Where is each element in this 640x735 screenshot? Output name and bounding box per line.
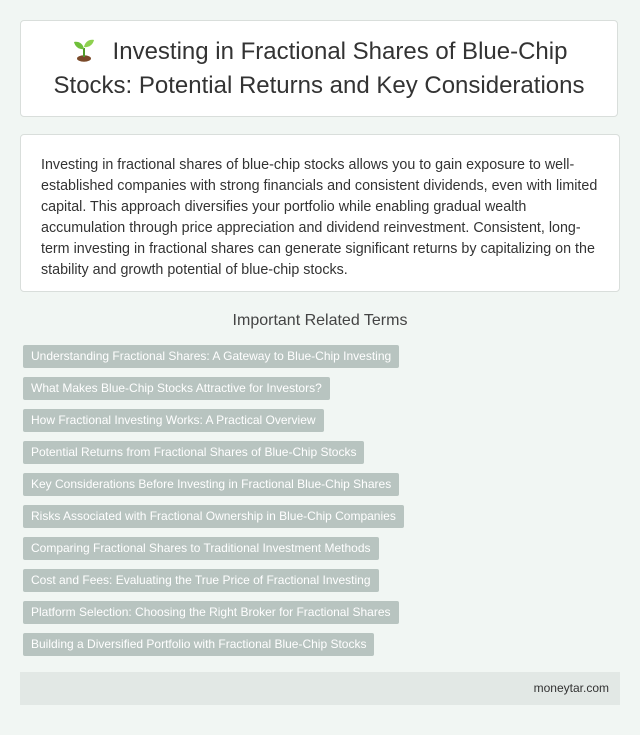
related-term-link[interactable]: Building a Diversified Portfolio with Fractional Blue-Chip Stocks [23,633,374,656]
footer [20,672,620,705]
related-term-link[interactable]: Risks Associated with Fractional Ownership in Blue-Chip Companies [23,505,404,528]
related-term-link[interactable]: Cost and Fees: Evaluating the True Price of Fractional Investing [23,569,379,592]
footer-site-name[interactable]: moneytar.com [533,681,609,695]
page-title [21,35,617,103]
related-term-link[interactable]: What Makes Blue-Chip Stocks Attractive for Investors? [23,377,330,400]
related-term-link[interactable]: How Fractional Investing Works: A Practical Overview [23,409,324,432]
related-terms-list [23,345,623,665]
related-term-link[interactable]: Platform Selection: Choosing the Right Broker for Fractional Shares [23,601,399,624]
related-term-link[interactable]: Comparing Fractional Shares to Traditional Investment Methods [23,537,379,560]
related-term-link[interactable]: Potential Returns from Fractional Shares of Blue-Chip Stocks [23,441,364,464]
related-terms-heading: Important Related Terms [232,312,408,329]
title-card [20,20,618,117]
related-term-link[interactable]: Understanding Fractional Shares: A Gateway to Blue-Chip Investing [23,345,399,368]
summary-text: Investing in fractional shares of blue-chip stocks allows you to gain exposure to well-established companies with strong financials and consistent dividends, even with limited capital. This approach diversifies your portfolio while enabling gradual wealth accumulation through price appreciation and dividend reinvestment. Consistent, long-term investing in fractional shares can generate significant returns by capitalizing on the stability and growth potential of blue-chip stocks. [41,157,598,278]
sprout-icon [71,36,97,62]
page-title-text: Investing in Fractional Shares of Blue-Chip Stocks: Potential Returns and Key Considerations [53,37,585,99]
related-term-link[interactable]: Key Considerations Before Investing in Fractional Blue-Chip Shares [23,473,399,496]
summary-card [20,134,620,292]
